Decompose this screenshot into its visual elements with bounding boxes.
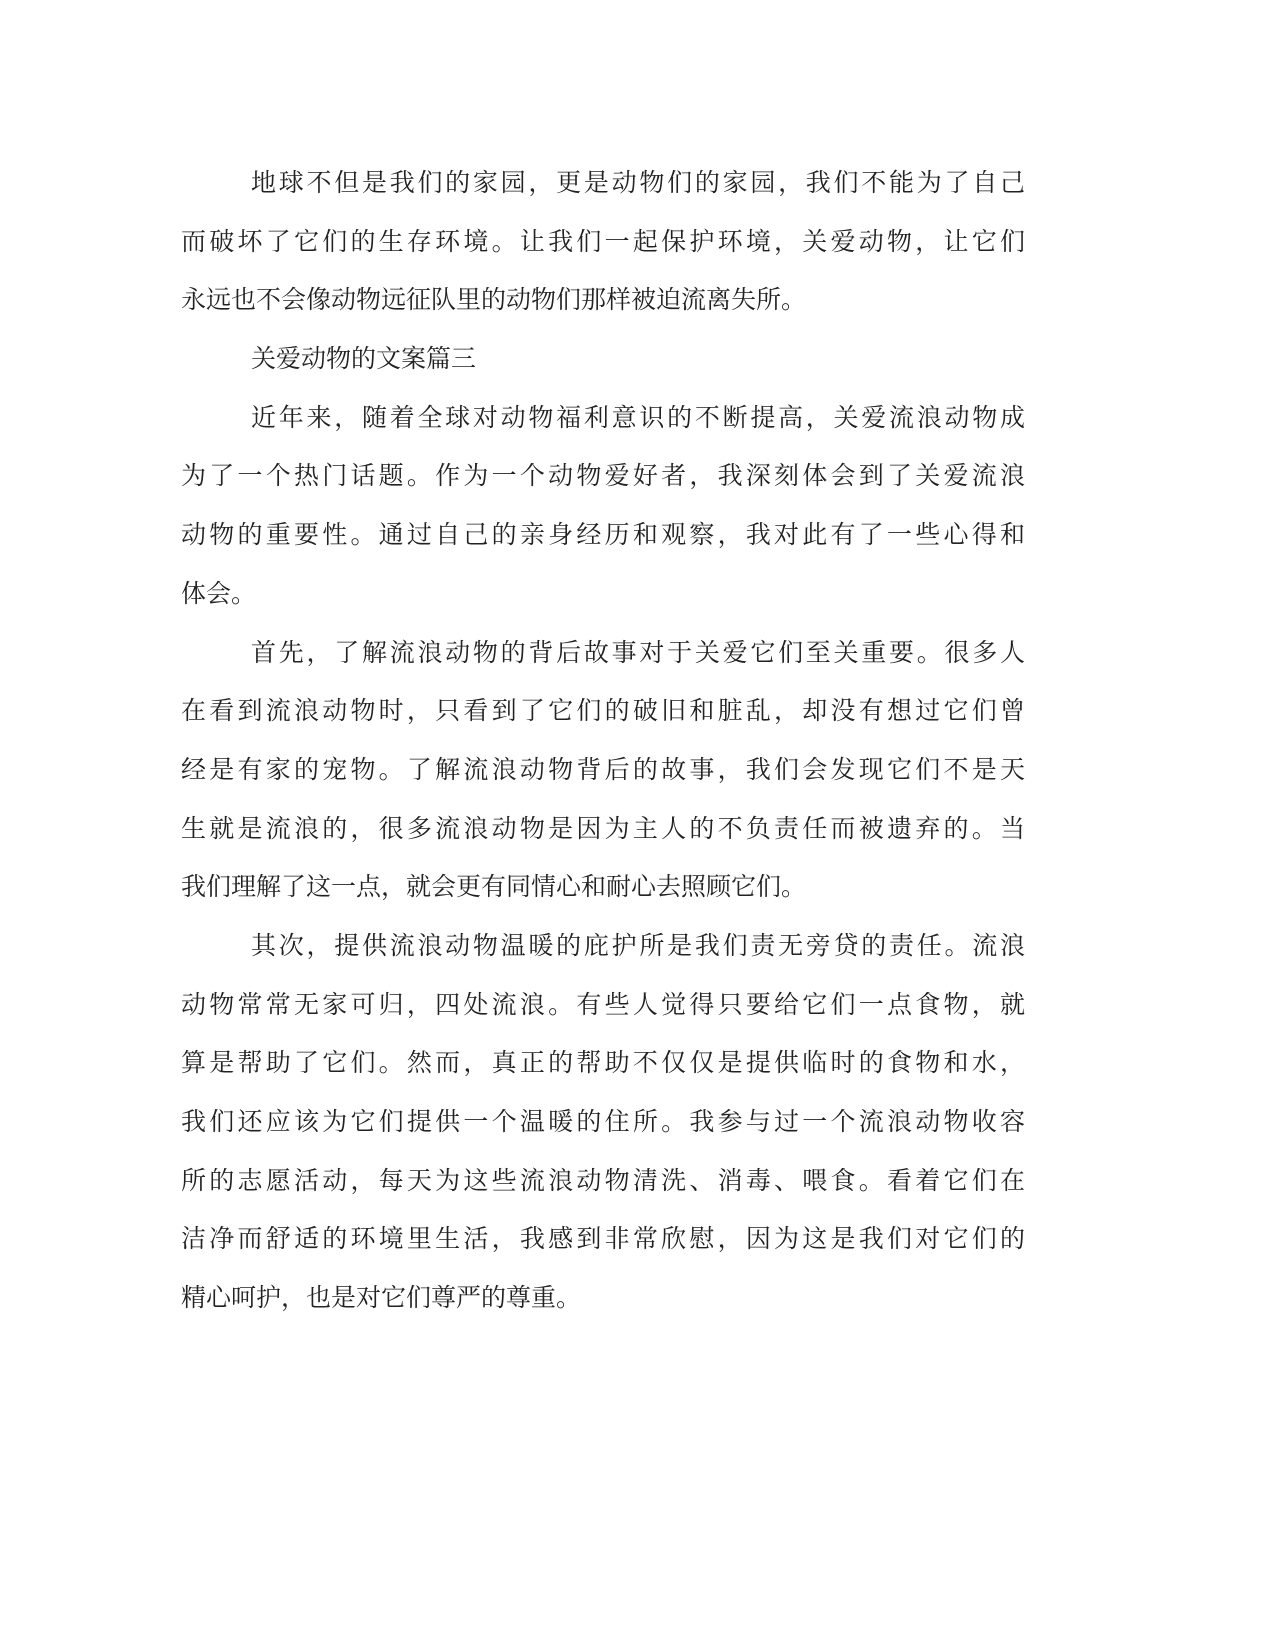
text-line: 其次，提供流浪动物温暖的庇护所是我们责无旁贷的责任。流浪 — [251, 930, 1025, 960]
text-line: 近年来，随着全球对动物福利意识的不断提高，关爱流浪动物成 — [251, 402, 1025, 432]
text-line: 为了一个热门话题。作为一个动物爱好者，我深刻体会到了关爱流浪 — [181, 461, 1025, 491]
text-line: 我们还应该为它们提供一个温暖的住所。我参与过一个流浪动物收容 — [181, 1107, 1025, 1136]
text-line: 关爱动物的文案篇三 — [251, 344, 477, 374]
section-heading — [181, 330, 1025, 389]
text-line: 所的志愿活动，每天为这些流浪动物清洗、消毒、喂食。看着它们在 — [181, 1165, 1025, 1195]
text-line: 永远也不会像动物远征队里的动物们那样被迫流离失所。 — [181, 285, 807, 315]
text-line: 我们理解了这一点，就会更有同情心和耐心去照顾它们。 — [181, 872, 807, 902]
paragraph — [181, 917, 1025, 1328]
text-line: 精心呵护，也是对它们尊严的尊重。 — [181, 1283, 582, 1313]
text-line: 动物常常无家可归，四处流浪。有些人觉得只要给它们一点食物，就 — [181, 989, 1025, 1019]
text-line: 生就是流浪的，很多流浪动物是因为主人的不负责任而被遗弃的。当 — [181, 813, 1025, 843]
text-line: 而破坏了它们的生存环境。让我们一起保护环境，关爱动物，让它们 — [181, 226, 1025, 256]
paragraph — [181, 154, 1025, 330]
text-line: 算是帮助了它们。然而，真正的帮助不仅仅是提供临时的食物和水， — [181, 1048, 1025, 1078]
paragraph — [181, 624, 1025, 917]
text-line: 经是有家的宠物。了解流浪动物背后的故事，我们会发现它们不是天 — [181, 754, 1025, 784]
paragraph — [181, 389, 1025, 624]
text-line: 洁净而舒适的环境里生活，我感到非常欣慰，因为这是我们对它们的 — [181, 1224, 1025, 1254]
document-page — [181, 154, 1025, 1328]
text-line: 首先，了解流浪动物的背后故事对于关爱它们至关重要。很多人 — [251, 637, 1025, 667]
text-line: 体会。 — [181, 578, 257, 608]
text-line: 在看到流浪动物时，只看到了它们的破旧和脏乱，却没有想过它们曾 — [181, 696, 1025, 726]
text-line: 动物的重要性。通过自己的亲身经历和观察，我对此有了一些心得和 — [181, 520, 1025, 550]
text-line: 地球不但是我们的家园，更是动物们的家园，我们不能为了自己 — [251, 168, 1025, 197]
